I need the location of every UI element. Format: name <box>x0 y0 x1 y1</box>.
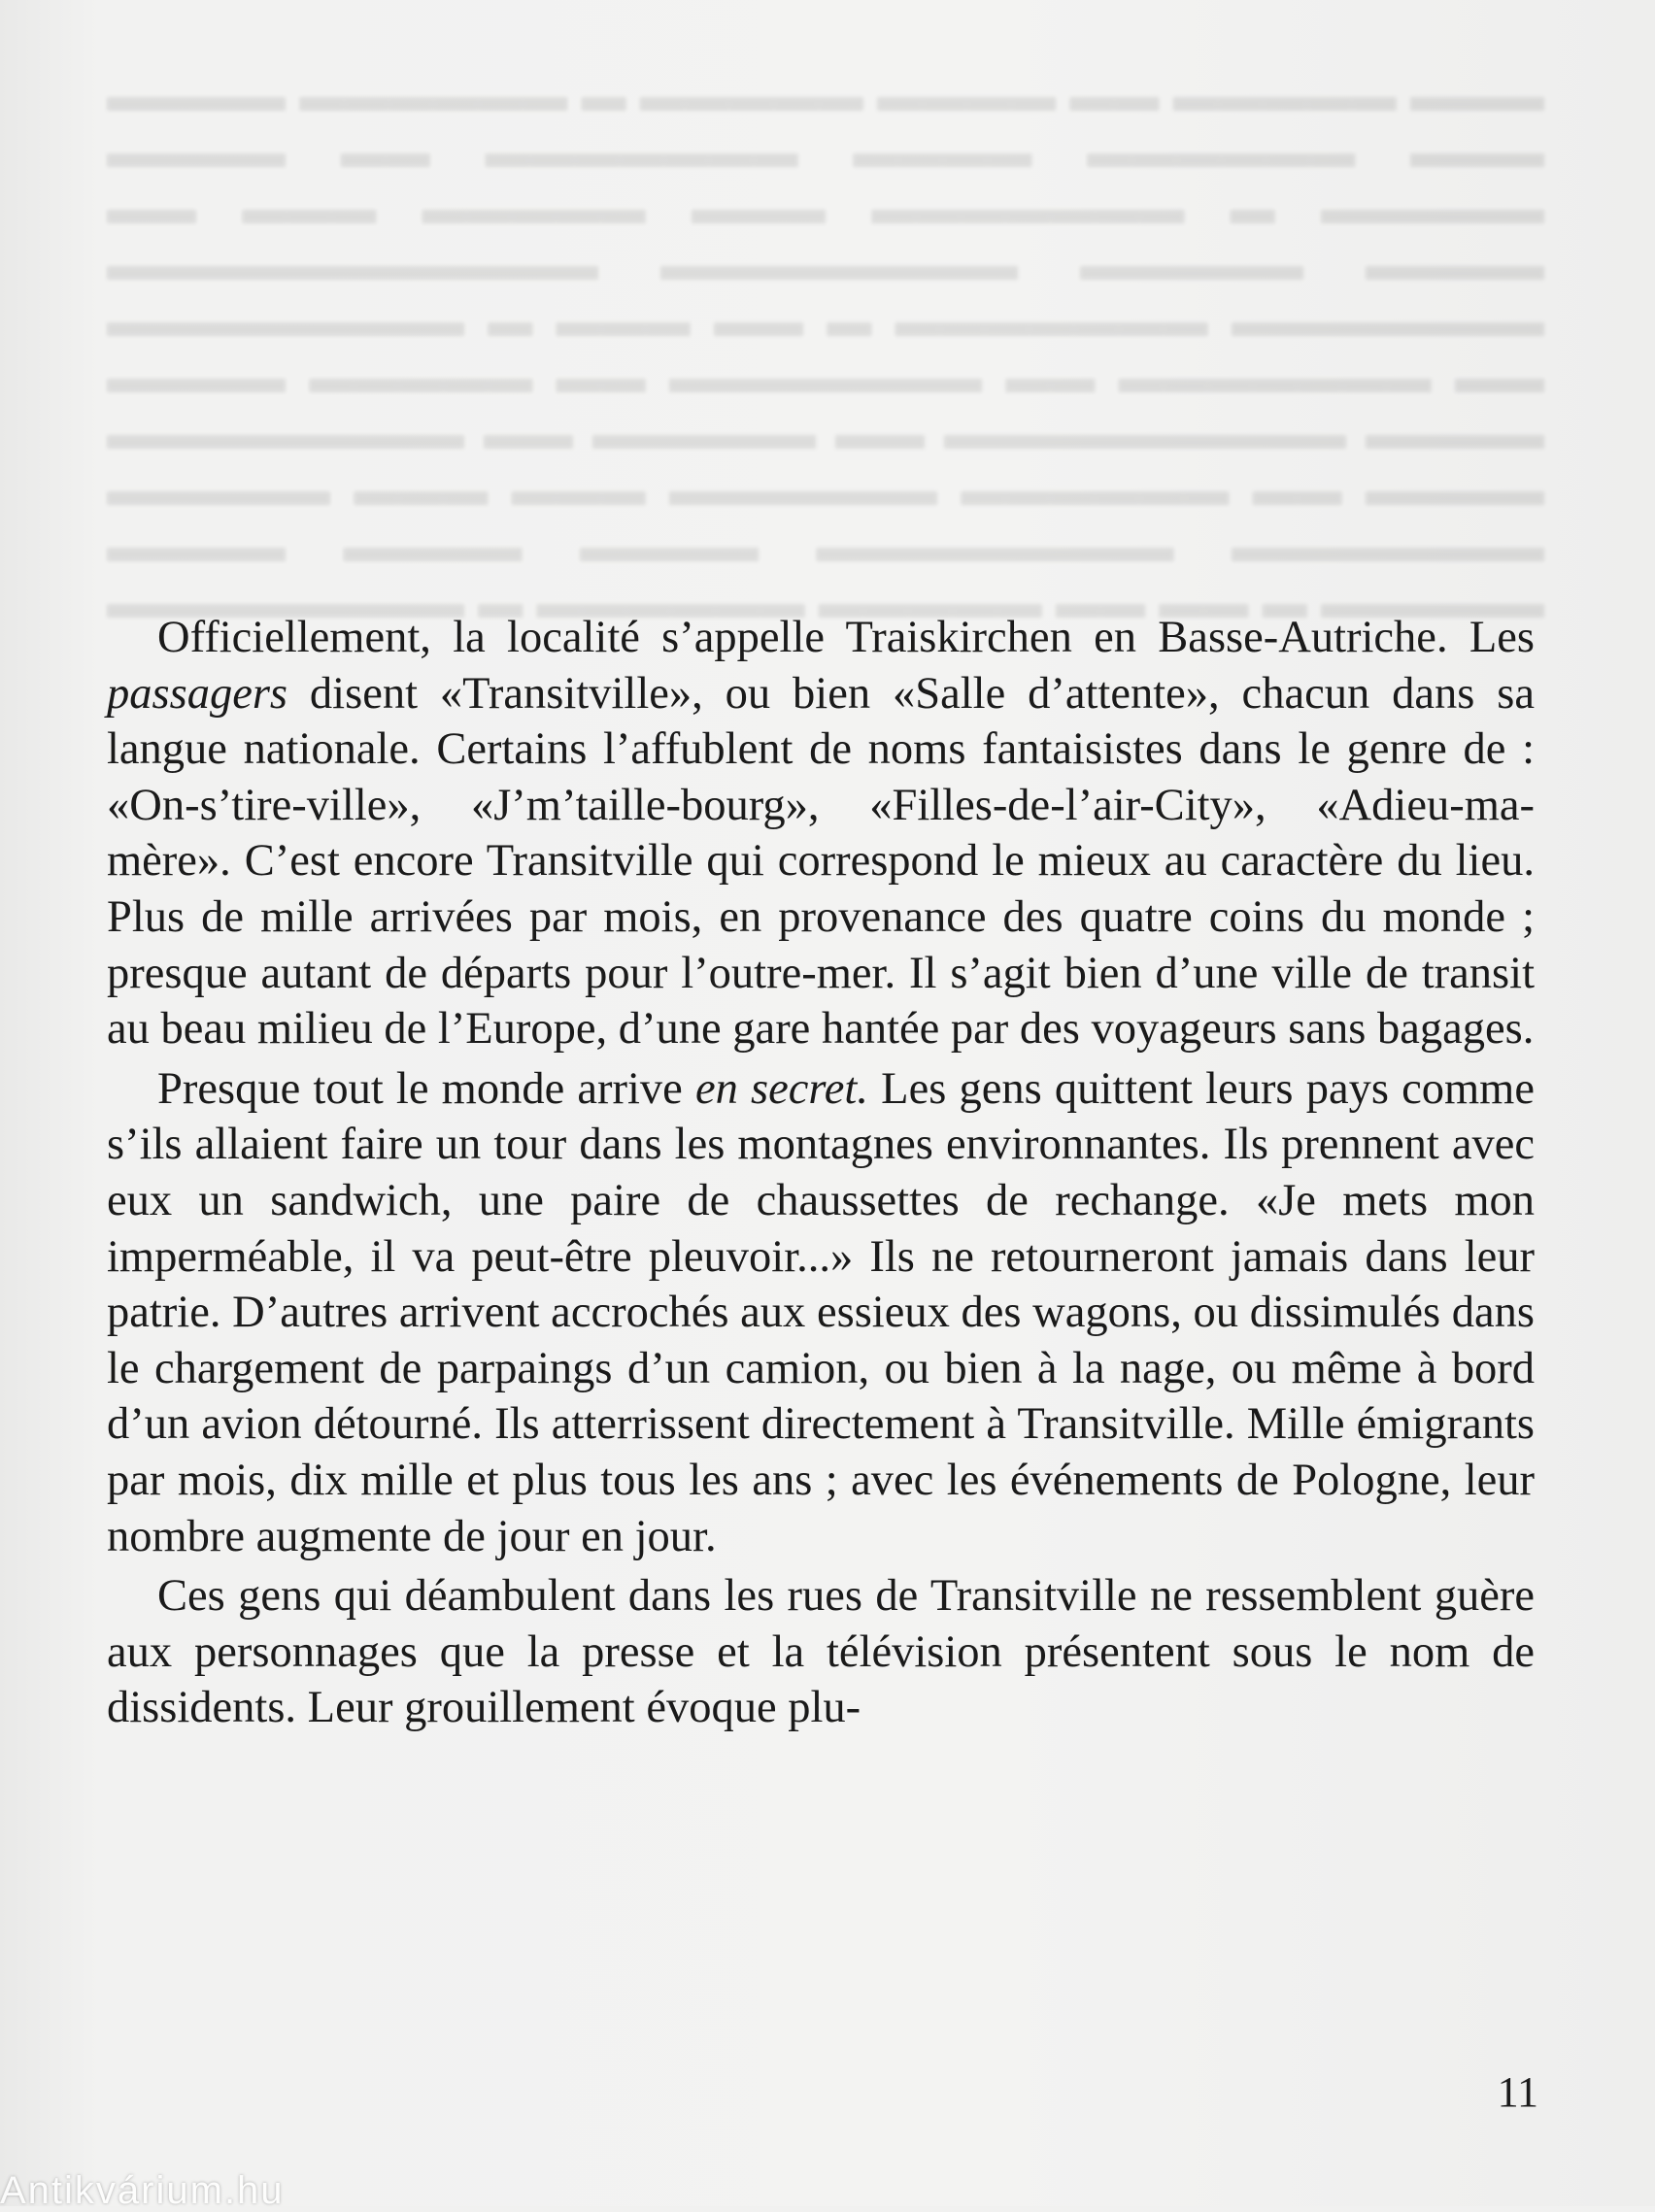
page-number: 11 <box>1497 2068 1538 2116</box>
paragraph <box>107 1061 1535 1564</box>
text-run: Ces gens qui déambulent dans les rues de Transitville ne ressemblent guère aux personnages que la presse et la télévision présentent sous le nom de dissidents. Leur grouillement évoque plu- <box>107 1571 1535 1733</box>
text-run: disent «Transitville», ou bien «Salle d’attente», chacun dans sa langue nationale. Certains l’affublent de noms fantaisistes dans le genre de : «On-s’tire-ville», «J’m’taille-bourg», «Filles-de-l’air-City», «Adieu-ma-mère». C’est encore Transitville qui correspond le mieux au caractère du lieu. Plus de mille arrivées par mois, en provenance des quatre coins du monde ; presque autant de départs pour l’outre-mer. Il s’agit bien d’une ville de transit au beau milieu de l’Europe, d’une gare hantée par des voyageurs sans bagages. <box>107 668 1535 1055</box>
paragraph <box>107 1568 1535 1736</box>
watermark: Antikvárium.hu <box>0 2169 285 2212</box>
text-run: Les gens quittent leurs pays comme s’ils allaient faire un tour dans les montagnes environnantes. Ils prennent avec eux un sandwich, une paire de chaussettes de rechange. «Je mets mon imperméable, il va peut-être pleuvoir...» Ils ne retourneront jamais dans leur patrie. D’autres arrivent accrochés aux essieux des wagons, ou dissimulés dans le chargement de parpaings d’un camion, ou bien à la nage, ou même à bord d’un avion détourné. Ils atterrissent directement à Transitville. Mille émigrants par mois, dix mille et plus tous les ans ; avec les événements de Pologne, leur nombre augmente de jour en jour. <box>107 1063 1535 1561</box>
italic-text-run: passagers <box>107 668 288 719</box>
bleed-through-texture: ▬▬▬ ▬▬▬▬▬ ▬▬ ▬▬▬▬ ▬▬▬▬▬ ▬ ▬▬▬▬▬▬ ▬▬▬▬ ▬▬▬ ▬▬▬▬▬▬ ▬▬▬▬ ▬▬▬▬▬▬▬ ▬▬ ▬▬▬▬ ▬▬▬▬▬ ▬ ▬▬▬▬▬▬▬ ▬▬▬ ▬▬▬▬▬ ▬▬▬ ▬▬ ▬▬▬▬ ▬▬▬▬▬ ▬▬▬▬▬▬▬▬ ▬▬▬▬▬▬▬▬▬▬▬ ▬▬▬▬▬▬▬ ▬▬▬▬▬▬▬ ▬ ▬▬ ▬▬▬ ▬ ▬▬▬▬▬▬▬▬ ▬▬ ▬▬▬▬▬▬▬ ▬▬ ▬▬▬▬▬▬▬ ▬▬ ▬▬▬▬▬ ▬▬▬▬ ▬▬▬▬ ▬▬▬▬▬▬▬▬▬ ▬▬ ▬▬▬▬▬ ▬▬ ▬▬▬▬▬▬▬▬ ▬▬▬▬ ▬▬ ▬▬▬▬▬▬ ▬▬▬▬▬▬ ▬▬▬ ▬▬▬ ▬▬▬▬▬ ▬▬▬▬▬▬▬ ▬▬▬▬▬▬▬▬ ▬▬▬▬ ▬▬▬▬ ▬▬▬▬ ▬▬▬▬▬ ▬ ▬▬ ▬▬ ▬▬▬▬▬ ▬▬▬▬▬▬ ▬ ▬▬▬▬▬▬▬▬ <box>107 71 1544 627</box>
italic-text-run: en secret. <box>694 1063 868 1114</box>
body-text <box>107 610 1535 1736</box>
paragraph <box>107 610 1535 1057</box>
text-run: Officiellement, la localité s’appelle Traiskirchen en Basse-Autriche. Les <box>157 613 1535 662</box>
text-run: Presque tout le monde arrive <box>157 1063 695 1114</box>
